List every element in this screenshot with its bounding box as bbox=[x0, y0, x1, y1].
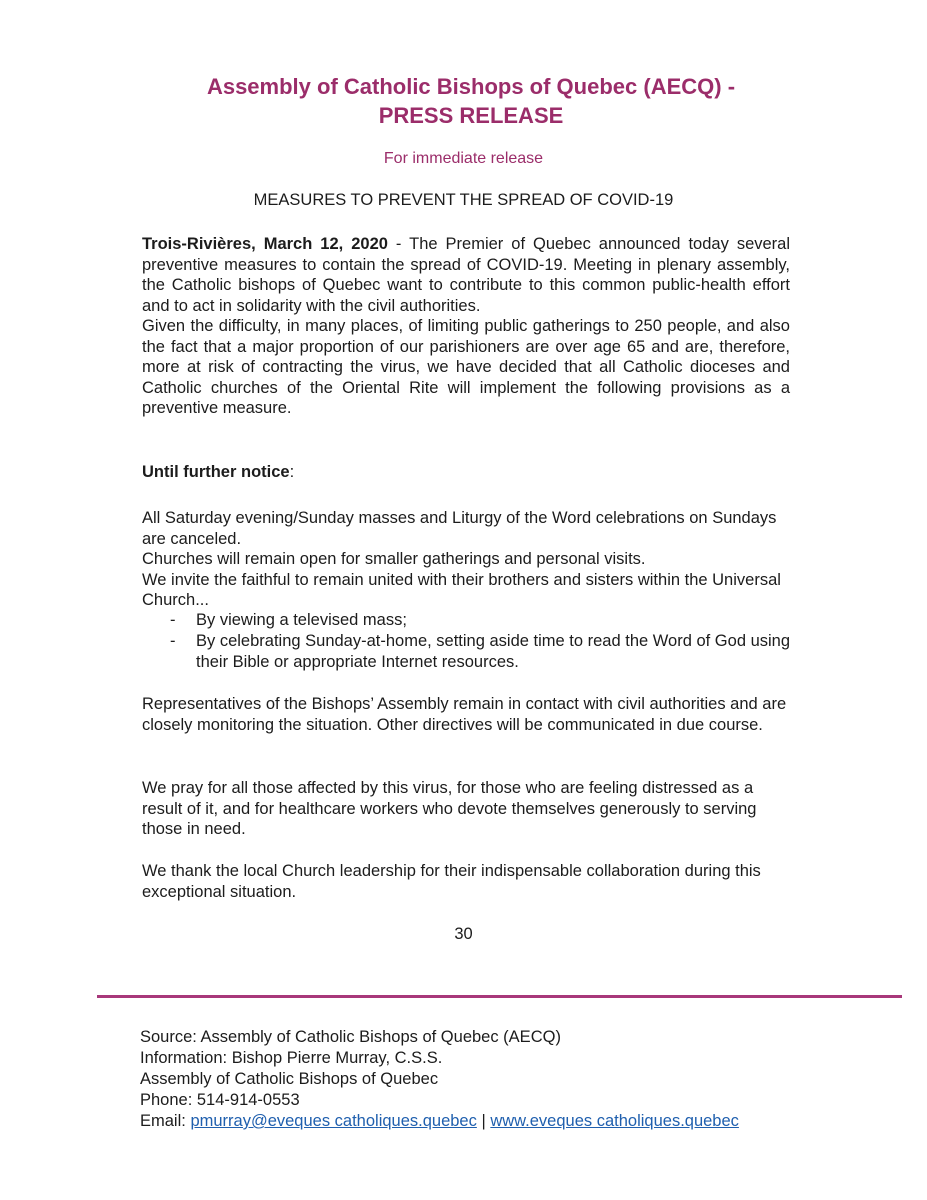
headline: MEASURES TO PREVENT THE SPREAD OF COVID-19 bbox=[253, 191, 674, 209]
list-item: - By viewing a televised mass; bbox=[170, 611, 407, 629]
list-item: - By celebrating Sunday-at-home, setting aside time to read the Word of God using their Bible or appropriate Internet resources. bbox=[170, 632, 791, 671]
title-line-1: Assembly of Catholic Bishops of Quebec (AECQ) - bbox=[206, 74, 736, 99]
bullet-text: By viewing a televised mass; bbox=[196, 611, 407, 629]
email-line bbox=[140, 1111, 739, 1132]
notice-heading bbox=[142, 462, 790, 483]
notice-colon: : bbox=[289, 463, 295, 481]
dateline: Trois-Rivières, March 12, 2020 bbox=[142, 235, 388, 253]
source-line: Source: Assembly of Catholic Bishops of Quebec (AECQ) bbox=[140, 1028, 561, 1046]
website-link[interactable]: www.eveques catholiques.quebec bbox=[490, 1112, 739, 1130]
thanks-paragraph: We thank the local Church leadership for their indispensable collaboration during this exceptional situation. bbox=[142, 862, 761, 901]
notice-heading-text: Until further notice bbox=[142, 463, 290, 481]
intro-paragraph bbox=[142, 234, 790, 419]
masses-text: All Saturday evening/Sunday masses and Liturgy of the Word celebrations on Sundays are canceled. bbox=[142, 509, 777, 548]
press-release-title bbox=[140, 72, 802, 130]
bullet-list bbox=[164, 610, 794, 673]
contact-footer bbox=[140, 1027, 739, 1132]
intro-text-2: Given the difficulty, in many places, of limiting public gatherings to 250 people, and also the fact that a major proportion of our parishioners are over age 65 and are, therefore, more at risk of contracting the virus, we have decided that all Catholic dioceses and Catholic churches of the Oriental Rite will implement the following provisions as a preventive measure. bbox=[142, 317, 790, 417]
intro-text: - The Premier of Quebec announced today several preventive measures to contain the spread of COVID-19. Meeting in plenary assembly, the Catholic bishops of Quebec want to contribute to this common public-health effort and to act in solidarity with the civil authorities. bbox=[142, 235, 791, 315]
organization-line: Assembly of Catholic Bishops of Quebec bbox=[140, 1070, 439, 1088]
churches-text: Churches will remain open for smaller gatherings and personal visits. bbox=[142, 550, 646, 568]
divider bbox=[97, 995, 902, 998]
phone-line: Phone: 514-914-0553 bbox=[140, 1091, 300, 1109]
representatives-paragraph: Representatives of the Bishops’ Assembly remain in contact with civil authorities and are closely monitoring the situation. Other directives will be communicated in due course. bbox=[142, 695, 787, 734]
bullet-text: By celebrating Sunday-at-home, setting aside time to read the Word of God using their Bible or appropriate Internet resources. bbox=[196, 632, 791, 671]
link-separator: | bbox=[476, 1112, 491, 1130]
email-label: Email: bbox=[140, 1112, 191, 1130]
title-line-2: PRESS RELEASE bbox=[378, 103, 564, 128]
masses-paragraph bbox=[142, 508, 782, 611]
release-note: For immediate release bbox=[383, 150, 544, 167]
prayer-paragraph: We pray for all those affected by this virus, for those who are feeling distressed as a result of it, and for healthcare workers who devote themselves generously to serving those in need. bbox=[142, 779, 757, 838]
information-line: Information: Bishop Pierre Murray, C.S.S. bbox=[140, 1049, 443, 1067]
page-number: 30 bbox=[454, 925, 473, 943]
email-link[interactable]: pmurray@eveques catholiques.quebec bbox=[190, 1112, 477, 1130]
invite-text: We invite the faithful to remain united with their brothers and sisters within the Universal Church... bbox=[142, 570, 781, 609]
